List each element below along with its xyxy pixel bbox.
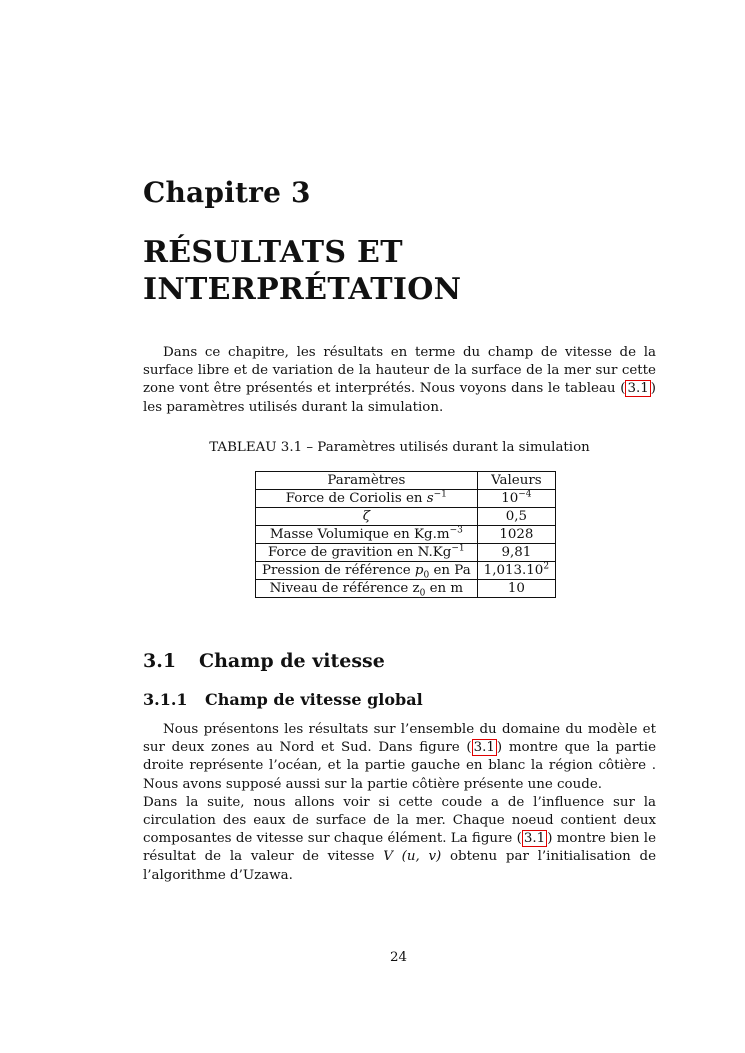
intro-text-after: les paramètres utilisés durant la simulation. bbox=[143, 399, 444, 415]
body-paragraph-2: Dans la suite, nous allons voir si cette coude a de l’influence sur la circulation des eaux de surface de la mer. Chaque noeud contient deux composantes de vitesse sur chaque élément. La figure ( 3.1 ) montre bien le résultat de la valeur de vitesse V (u, v) obtenu par l’initialisation de l’algorithme d’Uzawa. bbox=[143, 794, 657, 883]
value-exponent: 2 bbox=[543, 561, 550, 572]
parameter-text: Force de Coriolis en bbox=[285, 490, 427, 506]
parameter-subscript: 0 bbox=[423, 570, 430, 581]
value-cell bbox=[477, 490, 555, 508]
figure-reference-link[interactable]: 3.1 bbox=[523, 831, 546, 847]
parameter-exponent: −1 bbox=[451, 543, 465, 554]
body-text bbox=[143, 721, 656, 885]
parameter-cell bbox=[256, 490, 478, 508]
header-cell-valeurs: Valeurs bbox=[477, 472, 555, 490]
body-p1-text-after: montre que la partie droite représente l’océan, et la partie gauche en blanc la région côtière . Nous avons supposé aussi sur la partie côtière présente une coude. bbox=[143, 740, 656, 792]
body-p2-text-before: Dans la suite, nous allons voir si cette coude a de l’influence sur la circulation des eaux de surface de la mer. Chaque noeud contient deux composantes de vitesse sur chaque élément. La figure bbox=[143, 794, 656, 847]
subsection-heading bbox=[143, 690, 423, 709]
chapter-label: Chapitre 3 bbox=[143, 176, 311, 209]
body-p1-text-before: Nous présentons les résultats sur l’ensemble du domaine du modèle et sur deux zones au Nord et Sud. Dans figure bbox=[143, 722, 656, 756]
header-cell-parametres: Paramètres bbox=[256, 472, 478, 490]
body-p2-text-after: obtenu par l’initialisation de l’algorithme d’Uzawa. bbox=[143, 849, 657, 883]
subsection-title: Champ de vitesse global bbox=[205, 690, 423, 709]
table-reference-link[interactable]: 3.1 bbox=[627, 381, 649, 397]
parameter-variable: ζ bbox=[362, 508, 370, 524]
value-cell: 1028 bbox=[477, 526, 555, 544]
value-cell: 9,81 bbox=[477, 544, 555, 562]
parameter-cell bbox=[256, 580, 478, 598]
table-row bbox=[256, 544, 556, 562]
intro-paragraph: Dans ce chapitre, les résultats en terme du champ de vitesse de la surface libre et de variation de la hauteur de la surface de la mer sur cette zone vont être présentés et interprétés. Nous voyons dans le tableau ( 3.1 ) les paramètres utilisés durant la simulation. bbox=[143, 345, 656, 415]
table-row bbox=[256, 580, 556, 598]
parameter-text: Force de gravition en N.Kg bbox=[268, 544, 452, 560]
velocity-formula: V (u, v) bbox=[383, 849, 442, 865]
parameter-text: Niveau de référence z bbox=[269, 580, 420, 596]
value-exponent: −4 bbox=[518, 489, 532, 500]
parameter-cell bbox=[256, 544, 478, 562]
value-cell: 0,5 bbox=[477, 508, 555, 526]
parameter-unit: en m bbox=[425, 580, 464, 596]
parameter-subscript: 0 bbox=[419, 588, 426, 599]
table-row bbox=[256, 508, 556, 526]
table-row bbox=[256, 562, 556, 580]
parameter-text: Masse Volumique en Kg.m bbox=[269, 526, 450, 542]
chapter-title bbox=[143, 234, 461, 308]
table-caption: TABLEAU 3.1 – Paramètres utilisés durant la simulation bbox=[209, 440, 590, 455]
subsection-number: 3.1.1 bbox=[143, 690, 188, 709]
parameter-exponent: −3 bbox=[449, 525, 463, 536]
section-number: 3.1 bbox=[143, 650, 177, 672]
body-p2-text-middle: montre bien le résultat de la valeur de vitesse bbox=[143, 831, 656, 865]
section-heading bbox=[143, 650, 385, 672]
value-cell: 10 bbox=[477, 580, 555, 598]
value-text: 10 bbox=[501, 490, 519, 506]
parameters-table bbox=[255, 471, 556, 598]
parameter-variable: s bbox=[426, 490, 434, 506]
table-header-row bbox=[256, 472, 556, 490]
parameter-cell bbox=[256, 562, 478, 580]
parameter-text: Pression de référence bbox=[262, 562, 415, 578]
intro-text-before: Dans ce chapitre, les résultats en terme du champ de vitesse de la surface libre et de variation de la hauteur de la surface de la mer sur cette zone vont être présentés et interprétés. Nous voyons dans le tableau bbox=[143, 345, 656, 397]
parameter-exponent: −1 bbox=[433, 489, 447, 500]
parameter-cell bbox=[256, 508, 478, 526]
table-row bbox=[256, 526, 556, 544]
parameter-unit: en Pa bbox=[429, 562, 471, 578]
chapter-title-line-2: INTERPRÉTATION bbox=[143, 272, 462, 307]
chapter-title-line-1: RÉSULTATS ET bbox=[143, 235, 403, 270]
parameter-cell bbox=[256, 526, 478, 544]
table-row bbox=[256, 490, 556, 508]
body-paragraph-1: Nous présentons les résultats sur l’ensemble du domaine du modèle et sur deux zones au Nord et Sud. Dans figure ( 3.1 ) montre que la partie droite représente l’océan, et la partie gauche en blanc la région côtière . Nous avons supposé aussi sur la partie côtière présente une coude. bbox=[143, 722, 656, 792]
page-number: 24 bbox=[389, 950, 408, 965]
parameter-variable: p bbox=[414, 562, 424, 578]
value-cell bbox=[477, 562, 555, 580]
figure-reference-link[interactable]: 3.1 bbox=[473, 740, 495, 756]
value-text: 1,013.10 bbox=[483, 562, 544, 578]
section-title: Champ de vitesse bbox=[199, 650, 385, 672]
